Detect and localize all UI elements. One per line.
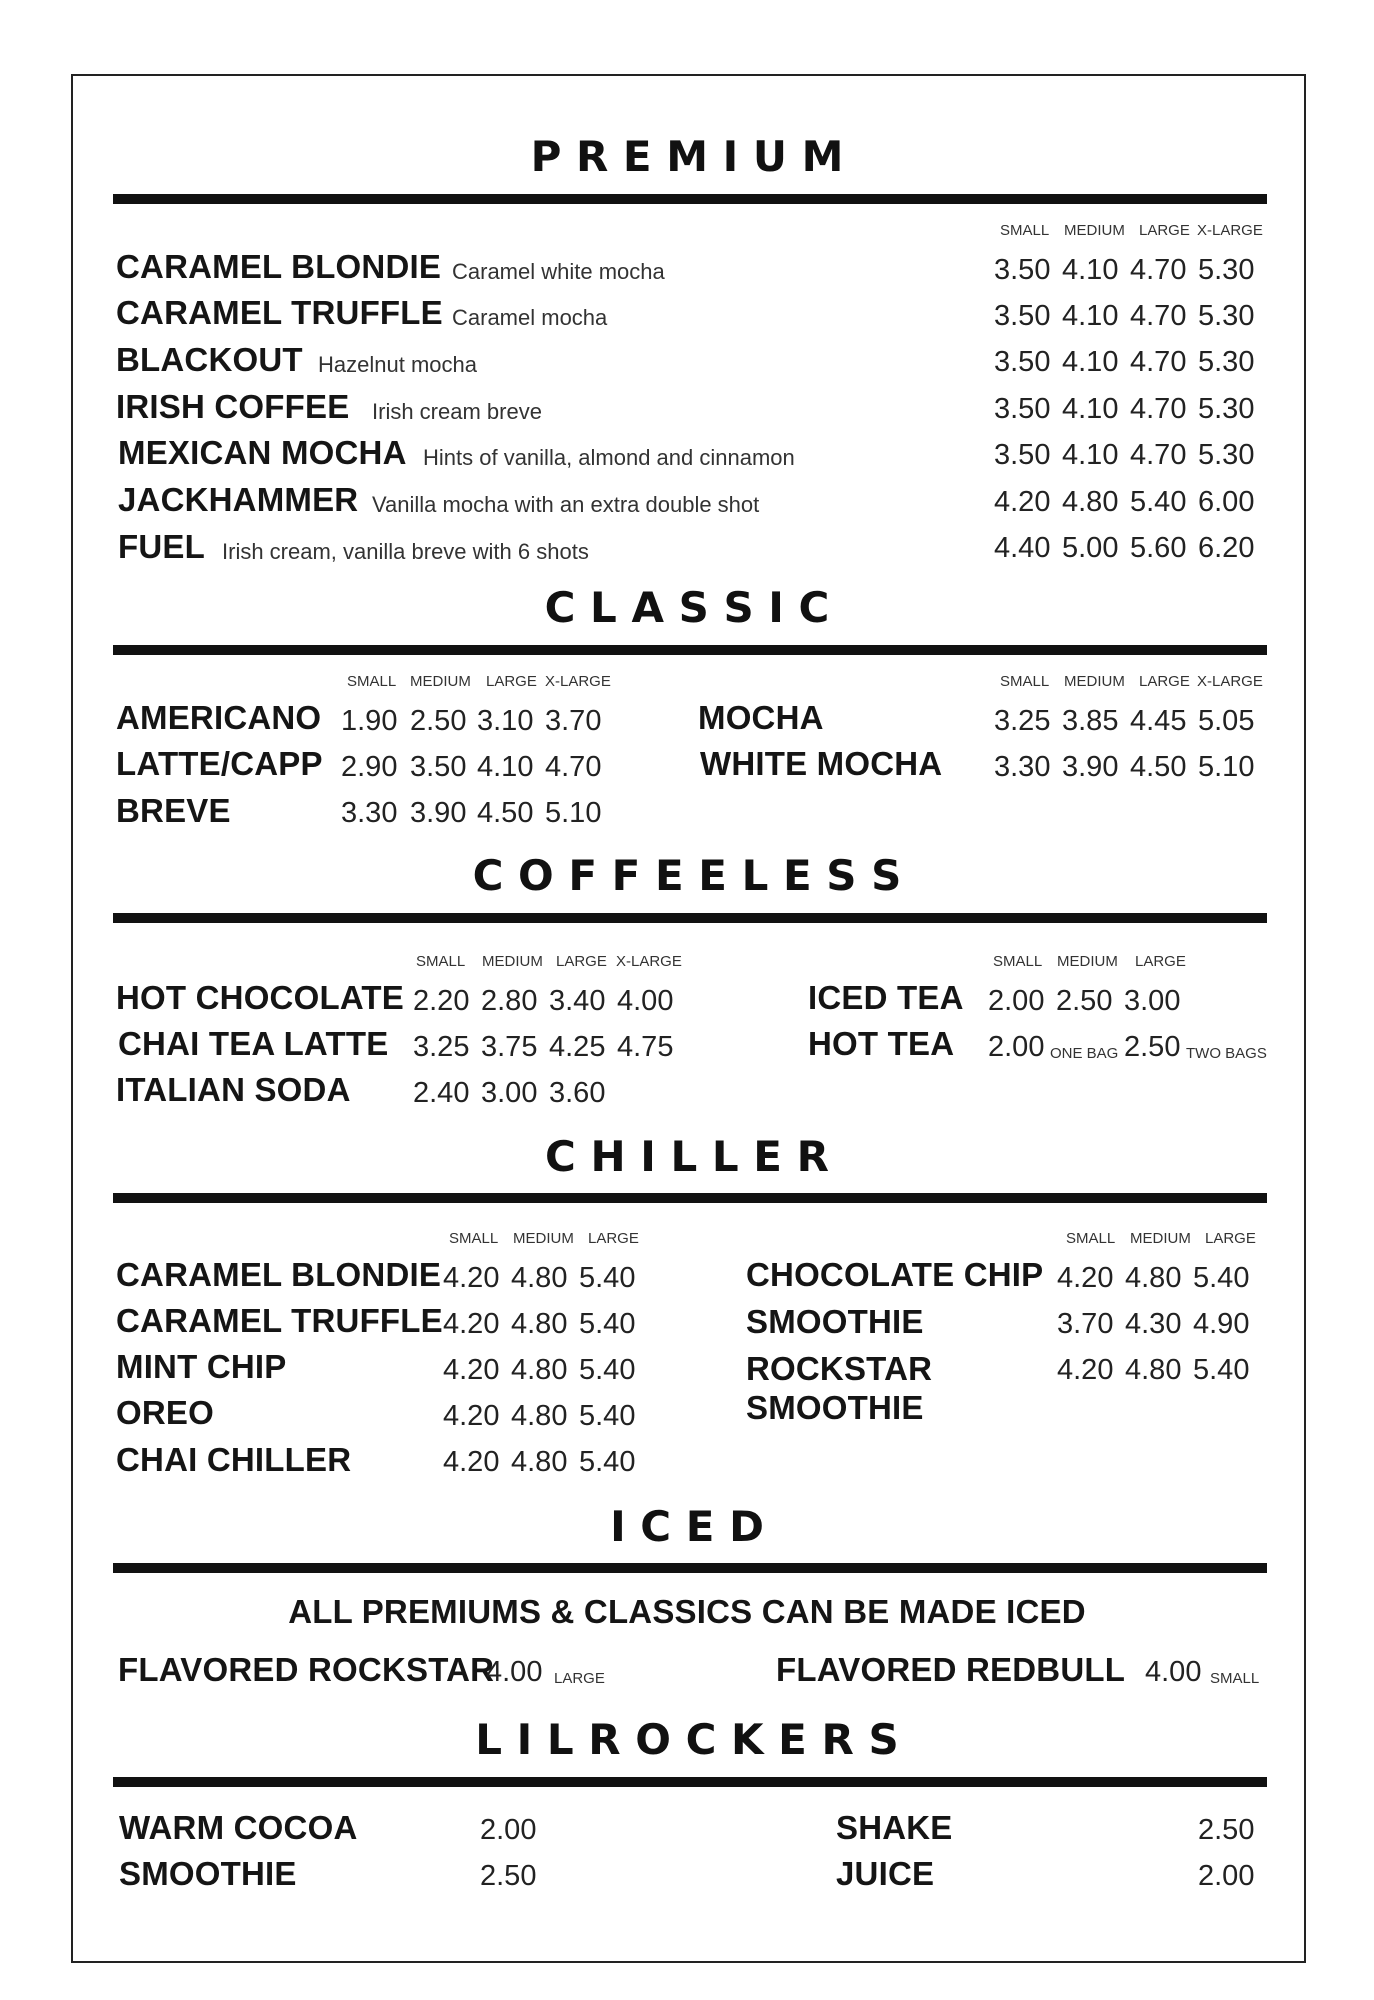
item-name: ROCKSTAR [746,1350,933,1387]
size-header: LARGE [1139,222,1190,239]
price: 6.00 [1198,486,1255,518]
price: 4.10 [1062,254,1119,286]
item-name: SMOOTHIE [746,1389,924,1426]
size-header: MEDIUM [482,953,543,970]
price: 5.10 [545,797,602,829]
price: 3.50 [410,751,467,783]
item-description: Hazelnut mocha [318,352,477,377]
item-name: LATTE/CAPP [116,745,323,782]
price: 4.45 [1130,705,1187,737]
price: 4.80 [511,1354,568,1386]
price: 5.10 [1198,751,1255,783]
section-divider [113,1777,1267,1787]
section-title-iced: I C E D [610,1502,764,1551]
price: 4.70 [1130,393,1187,425]
size-note: LARGE [554,1670,605,1687]
price: 3.00 [1124,985,1181,1017]
section-title-chiller: C H I L L E R [545,1132,829,1181]
price: 4.80 [1125,1262,1182,1294]
item-name: CARAMEL BLONDIE [116,1256,442,1293]
price: 4.70 [1130,346,1187,378]
section-title-coffeeless: C O F F E E L E S S [472,851,902,900]
price: 5.40 [1130,486,1187,518]
price: 4.00 [617,985,674,1017]
item-description: Hints of vanilla, almond and cinnamon [423,445,795,470]
price: 4.30 [1125,1308,1182,1340]
size-header: MEDIUM [1064,673,1125,690]
price: 5.00 [1062,532,1119,564]
price: 2.50 [410,705,467,737]
item-name: ITALIAN SODA [116,1071,351,1108]
price: 2.50 [480,1860,537,1892]
size-header: SMALL [347,673,397,690]
price: 4.80 [511,1308,568,1340]
item-name: JACKHAMMER [118,481,359,518]
price: 3.50 [994,346,1051,378]
price: 4.20 [994,486,1051,518]
price: 2.50 [1198,1814,1255,1846]
size-header: LARGE [1139,673,1190,690]
size-header: SMALL [993,953,1043,970]
price: 2.00 [480,1814,537,1846]
price: 3.30 [341,797,398,829]
item-name: AMERICANO [116,699,322,736]
price: 4.00 [1145,1656,1202,1688]
section-divider [113,913,1267,923]
size-header: LARGE [588,1230,639,1247]
section-divider [113,194,1267,204]
price: 4.80 [511,1400,568,1432]
price: 3.25 [994,705,1051,737]
size-header: MEDIUM [1130,1230,1191,1247]
price: 5.60 [1130,532,1187,564]
price: 3.75 [481,1031,538,1063]
price: 3.70 [545,705,602,737]
price: 5.05 [1198,705,1255,737]
size-header: SMALL [1000,222,1050,239]
size-header: LARGE [1205,1230,1256,1247]
price: 4.10 [1062,439,1119,471]
price: 3.90 [1062,751,1119,783]
price: 2.50 [1124,1031,1181,1063]
price: 5.40 [579,1354,636,1386]
item-description: Vanilla mocha with an extra double shot [372,492,760,517]
section-title-premium: P R E M I U M [530,132,844,181]
size-header: SMALL [416,953,466,970]
size-header: X-LARGE [616,953,682,970]
price: 3.50 [994,393,1051,425]
price: 5.40 [579,1308,636,1340]
price: 4.20 [1057,1354,1114,1386]
item-name: MEXICAN MOCHA [118,434,407,471]
section-divider [113,1193,1267,1203]
price: 4.70 [1130,300,1187,332]
price: 4.20 [443,1446,500,1478]
price: 5.30 [1198,439,1255,471]
price: 4.20 [443,1262,500,1294]
price: 3.10 [477,705,534,737]
size-header: X-LARGE [545,673,611,690]
item-name: SHAKE [836,1809,953,1846]
item-name: MINT CHIP [116,1348,287,1385]
item-name: CHAI TEA LATTE [118,1025,389,1062]
price: 4.10 [1062,393,1119,425]
price: 3.30 [994,751,1051,783]
size-note: SMALL [1210,1670,1260,1687]
iced-note: ALL PREMIUMS & CLASSICS CAN BE MADE ICED [288,1593,1086,1630]
size-header: LARGE [1135,953,1186,970]
item-description: Irish cream breve [372,399,542,424]
price: 4.10 [477,751,534,783]
item-description: Caramel white mocha [452,259,665,284]
price: 2.50 [1056,985,1113,1017]
item-name: FUEL [118,528,205,565]
price: 4.70 [1130,254,1187,286]
price: 4.50 [477,797,534,829]
price: 2.40 [413,1077,470,1109]
price: 5.40 [579,1400,636,1432]
price: 2.90 [341,751,398,783]
item-name: OREO [116,1394,214,1431]
size-header: SMALL [1066,1230,1116,1247]
section-title-lil-rockers: L I L R O C K E R S [475,1715,899,1764]
size-header: X-LARGE [1197,222,1263,239]
item-name: SMOOTHIE [119,1855,297,1892]
price: 5.30 [1198,300,1255,332]
price: 4.50 [1130,751,1187,783]
price: 4.80 [1062,486,1119,518]
price: 3.25 [413,1031,470,1063]
size-header: SMALL [1000,673,1050,690]
item-name: SMOOTHIE [746,1303,924,1340]
size-note: ONE BAG [1050,1045,1119,1062]
item-name: WARM COCOA [119,1809,358,1846]
item-name: BLACKOUT [116,341,303,378]
price: 2.20 [413,985,470,1017]
price: 5.30 [1198,346,1255,378]
item-description: Caramel mocha [452,305,608,330]
size-note: TWO BAGS [1186,1045,1267,1062]
price: 4.20 [443,1354,500,1386]
price: 3.50 [994,439,1051,471]
price: 5.40 [579,1446,636,1478]
price: 3.00 [481,1077,538,1109]
size-header: MEDIUM [513,1230,574,1247]
price: 4.75 [617,1031,674,1063]
price: 4.70 [1130,439,1187,471]
price: 2.80 [481,985,538,1017]
item-name: CARAMEL TRUFFLE [116,1302,443,1339]
item-name: CARAMEL BLONDIE [116,248,442,285]
item-description: Irish cream, vanilla breve with 6 shots [222,539,589,564]
size-header: MEDIUM [1057,953,1118,970]
price: 4.20 [443,1308,500,1340]
price: 4.90 [1193,1308,1250,1340]
item-name: FLAVORED ROCKSTAR [118,1651,495,1688]
price: 2.00 [988,1031,1045,1063]
price: 4.00 [486,1656,543,1688]
price: 5.40 [579,1262,636,1294]
item-name: WHITE MOCHA [700,745,943,782]
item-name: BREVE [116,792,231,829]
price: 5.40 [1193,1262,1250,1294]
price: 5.40 [1193,1354,1250,1386]
item-name: ICED TEA [808,979,964,1016]
price: 4.10 [1062,346,1119,378]
size-header: MEDIUM [410,673,471,690]
price: 4.80 [1125,1354,1182,1386]
price: 3.90 [410,797,467,829]
price: 3.60 [549,1077,606,1109]
price: 3.70 [1057,1308,1114,1340]
size-header: MEDIUM [1064,222,1125,239]
item-name: JUICE [836,1855,935,1892]
item-name: HOT TEA [808,1025,955,1062]
section-title-classic: C L A S S I C [544,583,830,632]
price: 4.40 [994,532,1051,564]
size-header: LARGE [556,953,607,970]
price: 4.20 [443,1400,500,1432]
item-name: CARAMEL TRUFFLE [116,294,443,331]
price: 1.90 [341,705,398,737]
price: 3.40 [549,985,606,1017]
price: 3.50 [994,300,1051,332]
price: 6.20 [1198,532,1255,564]
price: 2.00 [988,985,1045,1017]
price: 4.10 [1062,300,1119,332]
item-name: CHAI CHILLER [116,1441,352,1478]
item-name: HOT CHOCOLATE [116,979,404,1016]
price: 4.20 [1057,1262,1114,1294]
price: 4.80 [511,1262,568,1294]
section-divider [113,645,1267,655]
price: 4.25 [549,1031,606,1063]
price: 4.70 [545,751,602,783]
item-name: FLAVORED REDBULL [776,1651,1126,1688]
size-header: LARGE [486,673,537,690]
price: 3.50 [994,254,1051,286]
item-name: CHOCOLATE CHIP [746,1256,1044,1293]
section-divider [113,1563,1267,1573]
price: 4.80 [511,1446,568,1478]
price: 2.00 [1198,1860,1255,1892]
price: 5.30 [1198,393,1255,425]
item-name: MOCHA [698,699,824,736]
price: 3.85 [1062,705,1119,737]
size-header: X-LARGE [1197,673,1263,690]
price: 5.30 [1198,254,1255,286]
item-name: IRISH COFFEE [116,388,350,425]
size-header: SMALL [449,1230,499,1247]
